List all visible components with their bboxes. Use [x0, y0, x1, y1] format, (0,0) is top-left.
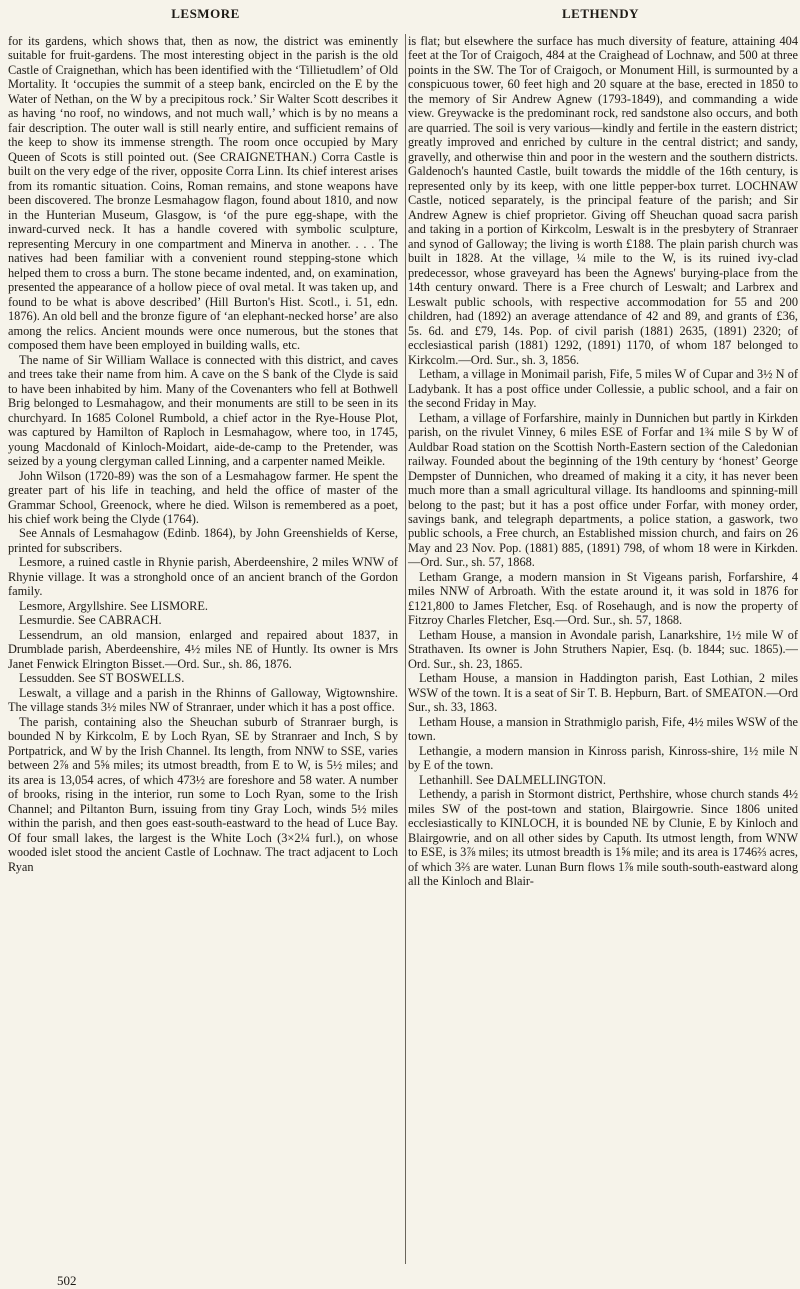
- entry-paragraph: Letham House, a mansion in Avondale parish, Lanarkshire, 1½ mile W of Strathaven. Its owner is John Struthers Napier, Esq. (b. 1844; suc. 1865).—Ord. Sur., sh. 23, 1865.: [408, 627, 798, 671]
- entry-paragraph: Lesmore, Argyllshire. See LISMORE.: [19, 598, 209, 613]
- page-number: 502: [57, 1273, 77, 1288]
- running-head: [8, 6, 798, 34]
- entry-paragraph: John Wilson (1720-89) was the son of a Lesmahagow farmer. He spent the greater part of his life in teaching, and held the office of master of the Grammar School, Greenock, where he died. Wilson is remembered as a poet, his chief work being the Clyde (1764).: [8, 468, 398, 526]
- entry-paragraph: Letham House, a mansion in Haddington parish, East Lothian, 2 miles WSW of the town. It is a seat of Sir T. B. Hepburn, Bart. of SMEATON.—Ord Sur., sh. 33, 1863.: [408, 671, 798, 715]
- entry-paragraph: Lessendrum, an old mansion, enlarged and repaired about 1837, in Drumblade parish, Aberdeenshire, 4½ miles NE of Huntly. Its owner is Mrs Janet Fenwick Elrington Bisset.—Ord. Sur., sh. 86, 1876.: [8, 627, 398, 671]
- entry-paragraph: Lethanhill. See DALMELLINGTON.: [419, 772, 606, 787]
- right-column: [408, 34, 798, 1264]
- text-columns: [8, 34, 798, 1264]
- entry-paragraph: Lesmore, a ruined castle in Rhynie parish, Aberdeenshire, 2 miles WNW of Rhynie village. It was a stronghold once of an ancient branch of the Gordon family.: [8, 555, 398, 599]
- entry-paragraph: Lethendy, a parish in Stormont district, Perthshire, whose church stands 4½ miles SW of the post-town and station, Blairgowrie. Since 1806 united ecclesiastically to KINLOCH, it is bounded NE by Clunie, E by Kinloch and Blairgowrie, and on all other sides by Caputh. Its utmost length, from WNW to ESE, is 3⅞ miles; its utmost breadth is 1⅝ mile; and its area is 1746⅔ acres, of which 3⅔ are water. Lunan Burn flows 1⅞ mile south-south-eastward along all the Kinloch and Blair-: [408, 787, 798, 889]
- entry-paragraph: Letham Grange, a modern mansion in St Vigeans parish, Forfarshire, 4 miles NNW of Arbroath. With the estate around it, it was sold in 1876 for £121,800 to James Fletcher, Esq. of Rosehaugh, and is now the property of Fitzroy Charles Fletcher, Esq.—Ord. Sur., sh. 57, 1868.: [408, 569, 798, 628]
- entry-paragraph: Lethangie, a modern mansion in Kinross parish, Kinross-shire, 1½ mile N by E of the town.: [408, 743, 798, 773]
- entry-paragraph: See Annals of Lesmahagow (Edinb. 1864), by John Greenshields of Kerse, printed for subscribers.: [8, 526, 398, 555]
- entry-paragraph: The parish, containing also the Sheuchan suburb of Stranraer burgh, is bounded N by Kirkcolm, E by Loch Ryan, SE by Stranraer and Inch, S by Portpatrick, and W by the Irish Channel. Its length, from NNW to SSE, varies between 2⅞ and 5⅝ miles; its utmost breadth, from E to W, is 5½ miles; and its area is 13,054 acres, of which 473½ are foreshore and 58 water. A number of brooks, rising in the interior, run some to Loch Ryan, some to the Irish Channel; and Piltanton Burn, issuing from tiny Gray Loch, winds 5½ miles within the parish, and then goes east-south-eastward to the head of Luce Bay. Of four small lakes, the largest is the White Loch (3×2¼ furl.), on whose wooded islet stood the ancient Castle of Lochnaw. The tract adjacent to Loch Ryan: [8, 714, 398, 874]
- entry-paragraph: is flat; but elsewhere the surface has much diversity of feature, attaining 404 feet at the Tor of Craigoch, 484 at the Craighead of Lochnaw, and 500 at three points in the SW. The Tor of Craigoch, or Monument Hill, is surmounted by a conspicuous tower, 60 feet high and 20 square at the base, erected in 1850 to the memory of Sir Andrew Agnew (1793-1849), and commanding a wide view. Greywacke is the predominant rock, red sandstone also occurs, and both are quarried. The soil is very various—kindly and fertile in the eastern district; greatly improved and enriched by culture in the central district; and sandy, gravelly, and otherwise thin and poor in the western and the southern districts. Galdenoch's haunted Castle, built towards the middle of the 16th century, is represented only by its keep, with one little pepper-box turret. LOCHNAW Castle, noticed separately, is the principal feature of the parish; and Sir Andrew Agnew is chief proprietor. Giving off Sheuchan quoad sacra parish and taking in a portion of Kirkcolm, Leswalt is in the presbytery of Stranraer and synod of Galloway; the living is worth £188. The plain parish church was built in 1828. At the village, ¼ mile to the W, is its ruined ivy-clad predecessor, whose graveyard has been the Agnews' burying-place from the 14th century onward. There is a Free church of Leswalt; and Larbrex and Leswalt public schools, with respective accommodation for 55 and 200 children, had (1892) an average attendance of 42 and 89, and grants of £36, 5s. 6d. and £79, 14s. Pop. of civil parish (1881) 2635, (1891) 2320; of ecclesiastical parish (1881) 1292, (1891) 1170, of whom 187 belonged to Kirkcolm.—Ord. Sur., sh. 3, 1856.: [408, 34, 798, 367]
- entry-paragraph: Letham House, a mansion in Strathmiglo parish, Fife, 4½ miles WSW of the town.: [408, 714, 798, 744]
- entry-paragraph: Letham, a village in Monimail parish, Fife, 5 miles W of Cupar and 3½ N of Ladybank. It has a post office under Collessie, a public school, and a fair on the second Friday in May.: [408, 367, 798, 411]
- running-head-left: LESMORE: [171, 6, 240, 21]
- entry-paragraph: Leswalt, a village and a parish in the Rhinns of Galloway, Wigtownshire. The village stands 3½ miles NW of Stranraer, under which it has a post office.: [8, 685, 398, 715]
- entry-paragraph: Lessudden. See ST BOSWELLS.: [19, 671, 185, 686]
- entry-paragraph: The name of Sir William Wallace is connected with this district, and caves and trees take their name from him. A cave on the S bank of the Clyde is said to have been inhabited by him. Many of the Covenanters who fell at Bothwell Brig belonged to Lesmahagow, and their monuments are still to be seen in its churchyard. In 1685 Colonel Rumbold, a chief actor in the Rye-House Plot, was captured by Hamilton of Raploch in Lesmahagow, where too, in 1745, young Macdonald of Kinloch-Moidart, aide-de-camp to the Pretender, was seized by a young clergyman called Linning, and a carpenter named Meikle.: [8, 352, 398, 469]
- column-rule: [405, 34, 406, 1264]
- running-head-right: LETHENDY: [562, 6, 639, 21]
- entry-paragraph: Lesmurdie. See CABRACH.: [19, 613, 162, 628]
- left-column: [8, 34, 398, 1264]
- entry-paragraph: Letham, a village of Forfarshire, mainly in Dunnichen but partly in Kirkden parish, on the rivulet Vinney, 6 miles ESE of Forfar and 1¾ mile S by W of Auldbar Road station on the Scottish North-Eastern section of the Caledonian railway. Founded about the beginning of the 19th century by ‘honest’ George Dempster of Dunnichen, who dreamed of making it a city, it has never been much more than a small agricultural village. Its handlooms and spinning-mill belong to the past; but it has a post office under Forfar, with money order, savings bank, and telegraph departments, a police station, a gaswork, two public schools, a Free church, an Established mission church, and fairs on 26 May and 23 Nov. Pop. (1881) 885, (1891) 798, of whom 18 were in Kirkden.—Ord. Sur., sh. 57, 1868.: [408, 410, 798, 570]
- entry-paragraph: for its gardens, which shows that, then as now, the district was eminently suitable for fruit-gardens. The most interesting object in the parish is the old Castle of Craignethan, which has been identified with the ‘Tillietudlem’ of Old Mortality. It ‘occupies the summit of a steep bank, encircled on the E by the Water of Nethan, on the W by a precipitous rock.’ Sir Walter Scott describes it as having ‘no roof, no windows, and not much wall,’ which is by no means a fair description. The outer wall is still nearly entire, and sufficient remains of the keep to show its immense strength. The room once occupied by Mary Queen of Scots is still pointed out. (See CRAIGNETHAN.) Corra Castle is built on the very edge of the river, opposite Corra Linn. Its chief interest arises from its romantic situation. Coins, Roman remains, and stone weapons have been discovered. The bronze Lesmahagow flagon, found about 1810, and now in the Hunterian Museum, Glasgow, is ‘of the pure egg-shape, with the inward-curved neck. It has a handle covered with symbolic sculpture, representing Mercury in one compartment and Minerva in another. . . . The natives had been familiar with a convenient round stepping-stone which helped them to cross a burn. The stone became indented, and, on examination, presented the appearance of a hollow piece of oval metal. It was taken up, and found to be what is above described’ (Hill Burton's Hist. Scotl., i. 51, edn. 1876). An old bell and the bronze figure of ‘an elephant-necked horse’ are also among the relics. Ancient mounds were once numerous, but the stones that composed them have been employed in building walls, etc.: [8, 34, 398, 353]
